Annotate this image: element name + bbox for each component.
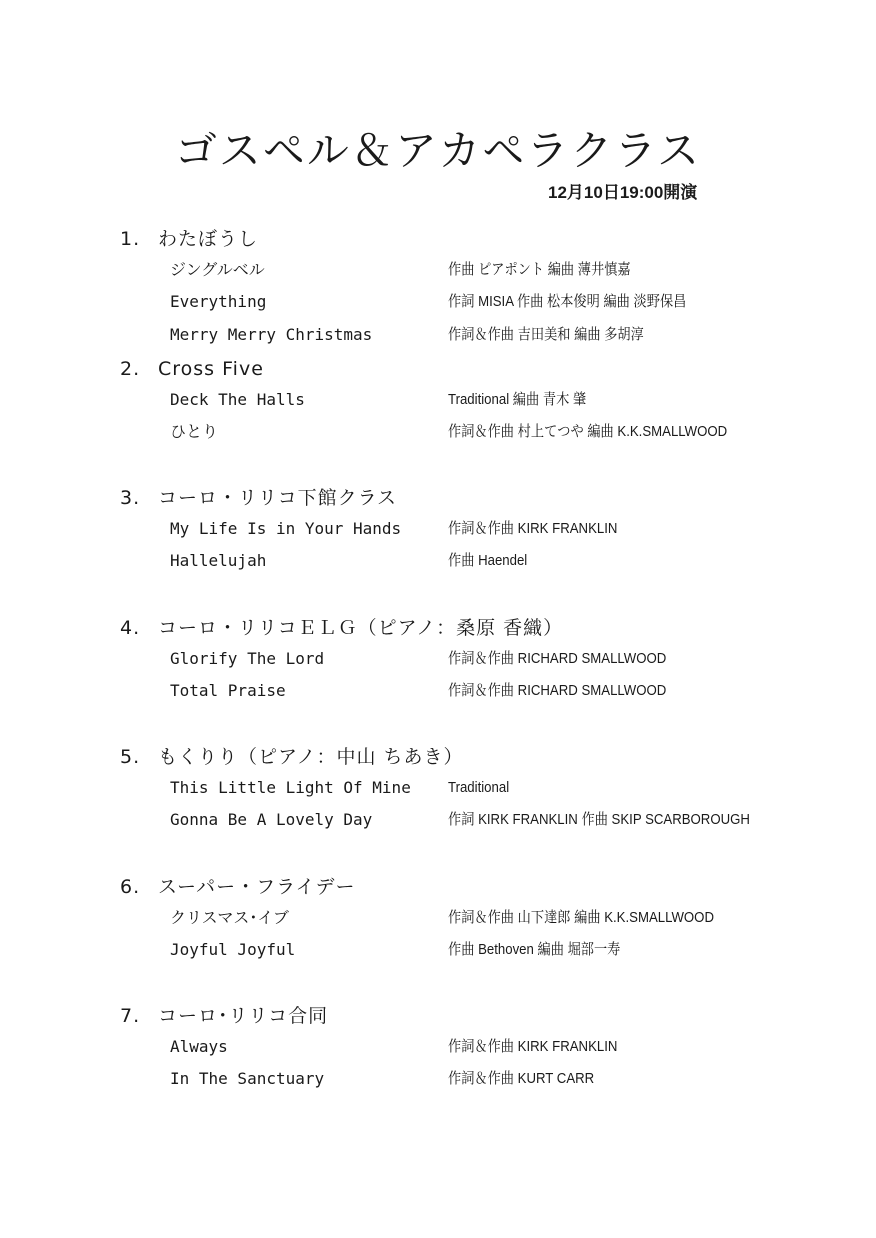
group-name: もくりり（ピアノ：中山 ちあき）: [158, 746, 464, 768]
song-row: [120, 319, 820, 351]
song-row: [120, 286, 820, 318]
program-group-2: [120, 354, 820, 484]
song-row: [120, 902, 820, 934]
song-title: This Little Light Of Mine: [170, 778, 411, 797]
song-row: [120, 804, 820, 836]
song-title: Everything: [170, 292, 267, 312]
song-row: [120, 643, 820, 675]
group-number: 7.: [120, 1005, 141, 1027]
song-row: [120, 772, 820, 804]
song-title: Hallelujah: [170, 551, 267, 571]
group-heading: [120, 742, 820, 772]
song-credit: Traditional 編曲 青木 肇: [448, 390, 587, 408]
group-name: コーロ・リリコ下館クラス: [158, 487, 398, 509]
group-number: 5.: [120, 746, 141, 768]
group-name: コーロ・リリコＥＬＧ（ピアノ：桑原 香織）: [158, 616, 564, 639]
song-row: [120, 416, 820, 448]
program-group-7: [120, 1001, 820, 1131]
song-row: [120, 254, 820, 286]
group-heading: [120, 354, 820, 384]
group-heading: [120, 483, 820, 513]
song-row: [120, 1063, 820, 1095]
program-group-3: [120, 483, 820, 613]
song-title: My Life Is in Your Hands: [170, 519, 402, 538]
group-number: 1.: [120, 228, 141, 250]
song-title: Always: [170, 1037, 228, 1056]
song-title: In The Sanctuary: [170, 1069, 325, 1089]
song-row: [120, 384, 820, 416]
song-credit: 作詞＆作曲 RICHARD SMALLWOOD: [448, 681, 667, 699]
song-title: ひとり: [170, 421, 219, 441]
song-row: [120, 513, 820, 545]
group-name: コーロ･リリコ合同: [158, 1005, 329, 1027]
song-title: Merry Merry Christmas: [170, 324, 373, 344]
group-heading: [120, 1001, 820, 1031]
song-credit: 作詞＆作曲 RICHARD SMALLWOOD: [448, 649, 667, 667]
song-row: [120, 545, 820, 577]
song-credit: 作詞 MISIA 作曲 松本俊明 編曲 淡野保昌: [448, 293, 687, 311]
group-number: 4.: [120, 616, 141, 639]
program-group-5: [120, 742, 820, 872]
song-credit: 作曲 Haendel: [448, 552, 528, 570]
song-credit: 作曲 Bethoven 編曲 堀部一寿: [448, 940, 621, 958]
song-credit: 作詞＆作曲 山下達郎 編曲 K.K.SMALLWOOD: [448, 908, 714, 926]
song-credit: 作詞＆作曲 吉田美和 編曲 多胡淳: [448, 325, 644, 343]
song-credit: 作曲 ピアポント 編曲 薄井慎嘉: [448, 261, 631, 278]
song-title: Joyful Joyful: [170, 939, 296, 959]
group-name: Cross Five: [158, 357, 264, 380]
song-title: Glorify The Lord: [170, 648, 325, 668]
group-name: スーパー・フライデー: [158, 875, 356, 898]
group-number: 3.: [120, 487, 141, 509]
song-title: ジングルベル: [170, 260, 265, 279]
song-credit: 作詞＆作曲 KIRK FRANKLIN: [448, 520, 618, 537]
song-title: Gonna Be A Lovely Day: [170, 810, 373, 830]
song-credit: 作詞＆作曲 KIRK FRANKLIN: [448, 1038, 618, 1055]
program-group-6: [120, 872, 820, 1002]
group-heading: [120, 872, 820, 902]
group-heading: [120, 224, 820, 254]
group-number: 2.: [120, 357, 141, 380]
song-row: [120, 1031, 820, 1063]
song-credit: 作詞＆作曲 村上てつや 編曲 K.K.SMALLWOOD: [448, 422, 728, 440]
program-group-1: [120, 224, 820, 354]
program-group-4: [120, 613, 820, 743]
group-number: 6.: [120, 875, 141, 898]
song-title: Deck The Halls: [170, 389, 305, 409]
song-row: [120, 934, 820, 966]
song-credit: Traditional: [448, 779, 510, 796]
group-name: わたぼうし: [158, 228, 259, 250]
page-title: ゴスペル＆アカペラクラス: [174, 126, 702, 175]
group-heading: [120, 613, 820, 643]
song-credit: 作詞＆作曲 KURT CARR: [448, 1070, 595, 1088]
song-row: [120, 675, 820, 707]
song-title: Total Praise: [170, 680, 286, 700]
song-title: クリスマス･イブ: [170, 907, 289, 927]
song-credit: 作詞 KIRK FRANKLIN 作曲 SKIP SCARBOROUGH: [448, 811, 750, 829]
program-list: [120, 224, 820, 1131]
performance-date: 12月10日19:00開演: [548, 183, 698, 202]
